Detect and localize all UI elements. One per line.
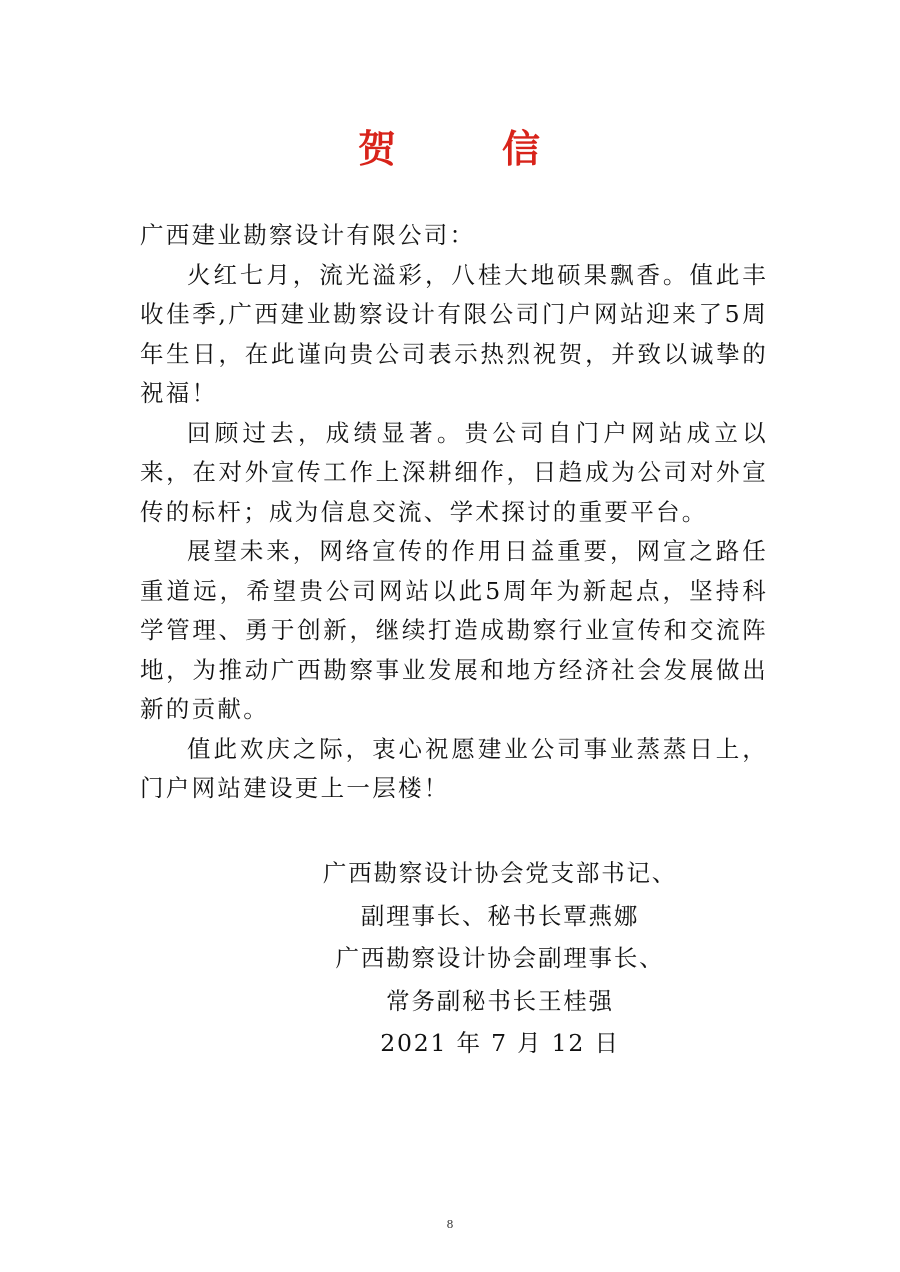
paragraph-1: 火红七月，流光溢彩，八桂大地硕果飘香。值此丰收佳季,广西建业勘察设计有限公司门户网站迎来了5周年生日，在此谨向贵公司表示热烈祝贺，并致以诚挚的祝福！ — [140, 260, 768, 407]
signature-line: 副理事长、秘书长覃燕娜 — [360, 901, 640, 930]
salutation: 广西建业勘察设计有限公司： — [140, 221, 476, 249]
paragraph-2: 回顾过去，成绩显著。贵公司自门户网站成立以来，在对外宣传工作上深耕细作，日趋成为公司对外宣传的标杆；成为信息交流、学术探讨的重要平台。 — [140, 418, 768, 526]
letter-body — [140, 216, 768, 809]
title-char-1: 贺 — [357, 126, 398, 171]
signature-date: 2021 年 7 月 12 日 — [380, 1029, 620, 1057]
signature-line: 常务副秘书长王桂强 — [386, 986, 614, 1015]
signature-line: 广西勘察设计协会党支部书记、 — [322, 859, 678, 887]
signature-line: 广西勘察设计协会副理事长、 — [335, 944, 665, 972]
paragraph-4: 值此欢庆之际，衷心祝愿建业公司事业蒸蒸日上，门户网站建设更上一层楼！ — [140, 734, 768, 802]
letter-title — [0, 118, 900, 173]
title-char-2: 信 — [502, 126, 543, 171]
signature-block — [300, 852, 700, 1065]
paragraph-3: 展望未来，网络宣传的作用日益重要，网宣之路任重道远，希望贵公司网站以此5周年为新起点，坚持科学管理、勇于创新，继续打造成勘察行业宣传和交流阵地，为推动广西勘察事业发展和地方经济社会发展做出新的贡献。 — [140, 537, 768, 723]
page-number: 8 — [446, 1218, 454, 1231]
